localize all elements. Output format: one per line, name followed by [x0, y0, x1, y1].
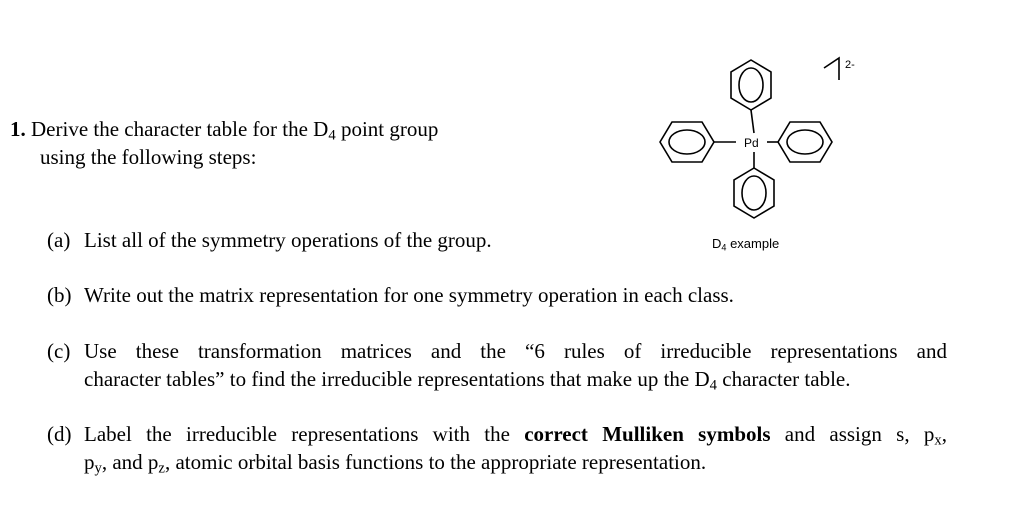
question-number: 1. [10, 117, 26, 141]
item-d-bold: correct Mulliken symbols [524, 422, 771, 446]
item-d-line-2 [47, 448, 947, 476]
item-d-text-3: , atomic orbital basis functions to the appropriate representation. [164, 450, 707, 474]
item-c-text-1: Use these transformation matrices and the “6 rules of irreducible representations and [84, 339, 947, 363]
phenyl-ring-top [731, 60, 771, 110]
item-c-text-2: character tables” to find the irreducible representations that make up the D [84, 367, 710, 391]
item-d-label: (d) [47, 422, 72, 446]
item-b-text: Write out the matrix representation for one symmetry operation in each class. [84, 283, 734, 307]
phenyl-ring-right [778, 122, 832, 162]
item-d-line-1 [47, 420, 947, 448]
item-d-comma: , [941, 422, 947, 446]
question-subscript: 4 [328, 127, 336, 144]
item-c-subscript: 4 [709, 377, 717, 394]
question-title [10, 115, 570, 171]
item-a-text: List all of the symmetry operations of the group. [84, 228, 492, 252]
phenyl-ring-left [660, 122, 714, 162]
sub-x: x [934, 432, 942, 449]
bond-top [751, 110, 754, 133]
item-d-py: p [84, 450, 95, 474]
item-b [47, 281, 947, 309]
item-d-text-2: and assign s, p [770, 422, 935, 446]
item-c-label: (c) [47, 339, 71, 363]
item-d-text-1: Label the irreducible representations with the [84, 422, 525, 446]
item-c-line-1 [47, 337, 947, 365]
molecule-caption [712, 236, 779, 251]
question-text-1b: point group [335, 117, 439, 141]
item-d-and-pz: , and p [101, 450, 159, 474]
pd-label: Pd [744, 136, 759, 150]
item-c-text-2b: character table. [717, 367, 851, 391]
item-c-line-2 [47, 365, 947, 393]
question-line-2: using the following steps: [40, 145, 257, 169]
item-c [47, 337, 947, 393]
item-b-label: (b) [47, 283, 72, 307]
pd-complex-structure [640, 40, 870, 230]
item-a [47, 226, 947, 254]
sub-z: z [158, 460, 165, 477]
question-line-1 [10, 115, 570, 143]
charge-label: 2- [845, 59, 855, 71]
sub-y: y [94, 460, 102, 477]
phenyl-ring-bottom [734, 168, 774, 218]
caption-d: D [712, 236, 722, 251]
charge-bracket [824, 58, 839, 80]
item-a-label: (a) [47, 228, 71, 252]
caption-text: example [726, 236, 780, 251]
question-text-1: Derive the character table for the D [31, 117, 329, 141]
caption-subscript: 4 [721, 242, 727, 253]
item-d [47, 420, 947, 476]
